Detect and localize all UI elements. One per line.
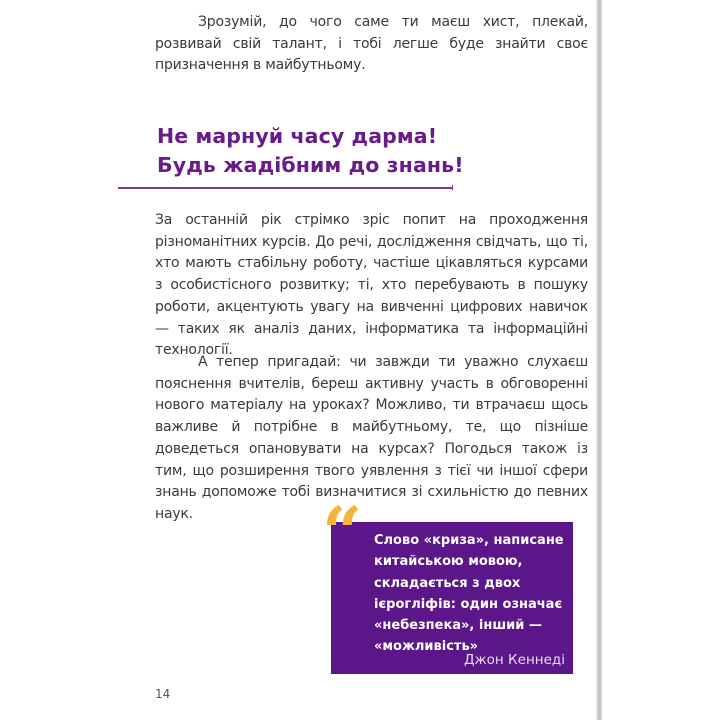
page-spine-shadow bbox=[596, 0, 602, 720]
quote-text: Слово «криза», написане китайською мовою, складається з двох ієрогліфів: один означає «небезпека», інший — «можливість» bbox=[374, 533, 564, 655]
heading-line-2: Будь жадібним до знань! bbox=[157, 153, 464, 177]
heading-line-1: Не марнуй часу дарма! bbox=[157, 124, 438, 148]
page-number: 14 bbox=[155, 687, 171, 701]
heading-underline bbox=[118, 187, 452, 189]
quote-author: Джон Кеннеді bbox=[463, 652, 565, 668]
section-heading bbox=[157, 122, 464, 180]
body-paragraph-reflection: А тепер пригадай: чи завжди ти уважно слухаєш пояснення вчителів, береш активну участь в обговоренні нового матеріалу на уроках? Можливо, ти втрачаєш щось важливе й потрібне в майбутньому, те, що пізніше доведеться опановувати на курсах? Погодься також із тим, що розширення твого уявлення з тієї чи іншої сфери знань допоможе тобі визначитися зі схильністю до певних наук. bbox=[155, 354, 588, 522]
quote-mark-icon: “ bbox=[322, 491, 363, 574]
body-paragraph-courses: За останній рік стрімко зріс попит на проходження різноманітних курсів. До речі, дослідження свідчать, що ті, хто мають стабільну роботу, частіше цікавляться курсами з особистісного розвитку; ті, хто перебувають в пошуку роботи, акцентують увагу на вивченні цифрових навичок — таких як аналіз даних, інформатика та інформаційні технології. bbox=[155, 212, 588, 359]
intro-paragraph: Зрозумій, до чого саме ти маєш хист, плекай, розвивай свій талант, і тобі легше буде знайти своє призначення в майбутньому. bbox=[155, 14, 588, 74]
